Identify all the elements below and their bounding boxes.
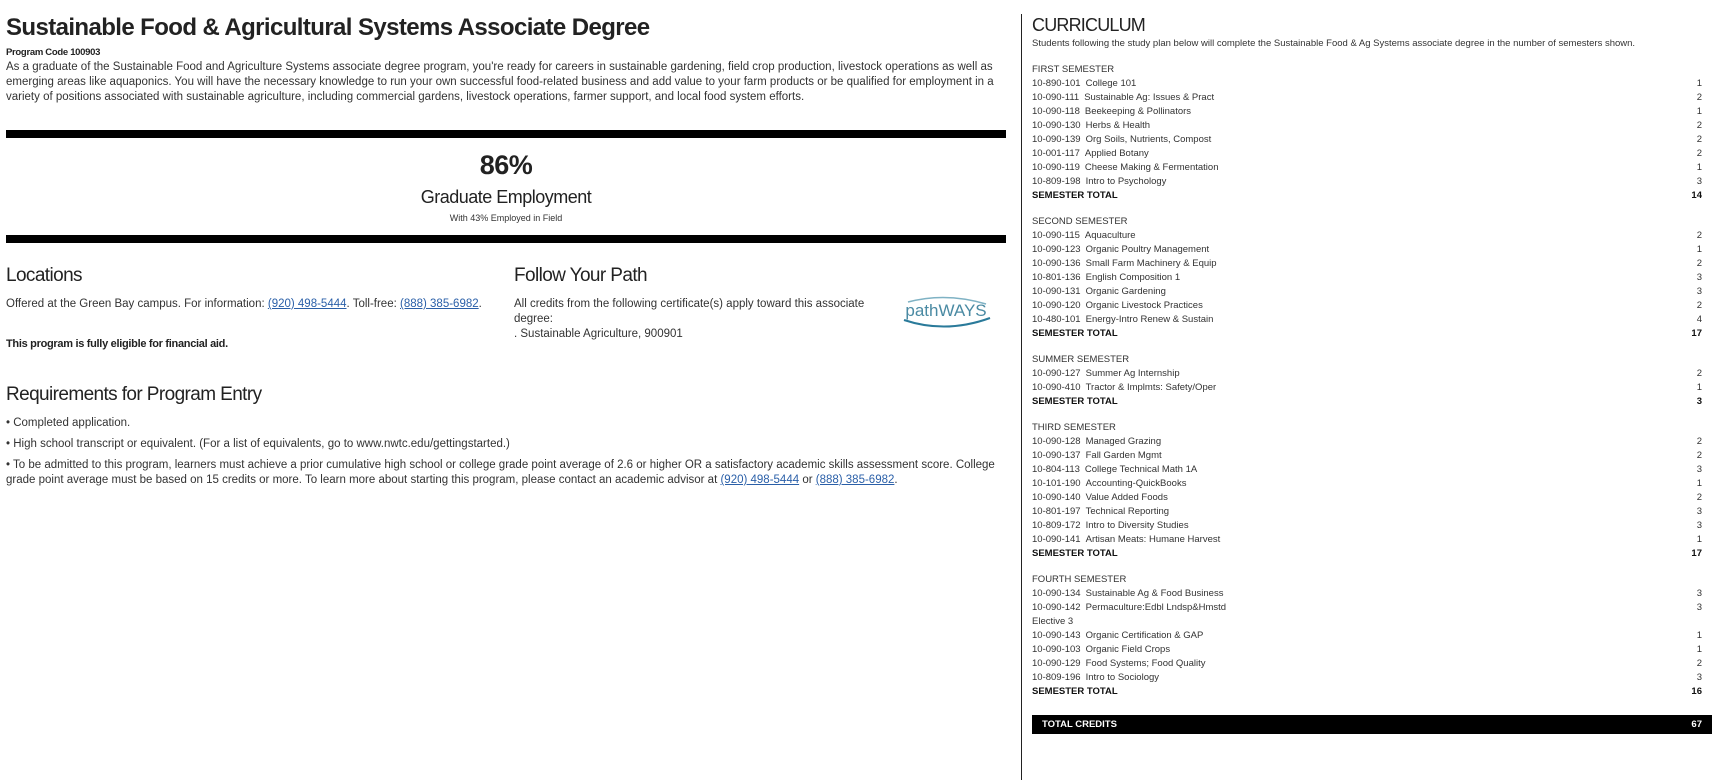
course-code: 10-809-196 (1032, 672, 1081, 683)
course-name (1032, 615, 1073, 629)
course-row (1032, 477, 1712, 491)
course-row (1032, 435, 1712, 449)
course-title: Organic Poultry Management (1085, 244, 1210, 255)
course-name (1032, 519, 1189, 533)
requirement-item: • To be admitted to this program, learners must achieve a prior cumulative high school or college grade point average of 2.6 or higher OR a satisfactory academic skills assessment score. College grade point average must be based on 15 credits or more. To learn more about starting this program, please contact an academic advisor at (920) 498-5444 or (888) 385-6982. (6, 459, 995, 486)
course-code: 10-090-120 (1032, 300, 1081, 311)
course-credits: 2 (1696, 436, 1702, 447)
semester-total-value: 16 (1691, 686, 1702, 697)
course-title: Energy-Intro Renew & Sustain (1085, 314, 1214, 325)
course-code: 10-090-136 (1032, 258, 1081, 269)
course-code: 10-090-103 (1032, 644, 1081, 655)
course-title: Value Added Foods (1085, 492, 1168, 503)
course-row (1032, 463, 1712, 477)
semester-total-row (1032, 395, 1712, 409)
semester-total-label: SEMESTER TOTAL (1032, 548, 1118, 559)
semester-title: SECOND SEMESTER (1032, 216, 1128, 227)
course-title: English Composition 1 (1085, 272, 1181, 283)
course-title: Org Soils, Nutrients, Compost (1085, 134, 1212, 145)
course-credits: 1 (1696, 534, 1702, 545)
divider (6, 235, 1006, 243)
course-code: 10-801-136 (1032, 272, 1081, 283)
employment-sub: With 43% Employed in Field (449, 213, 563, 223)
semester-total-value: 17 (1691, 328, 1702, 339)
course-code: 10-480-101 (1032, 314, 1081, 325)
course-code: 10-101-190 (1032, 478, 1081, 489)
course-credits: 2 (1696, 300, 1702, 311)
course-credits: 3 (1696, 286, 1702, 297)
course-name (1032, 533, 1220, 547)
path-item: . Sustainable Agriculture, 900901 (514, 328, 683, 340)
course-row (1032, 629, 1712, 643)
course-title: Summer Ag Internship (1085, 368, 1180, 379)
course-row (1032, 147, 1712, 161)
course-row (1032, 449, 1712, 463)
semester-title: FOURTH SEMESTER (1032, 574, 1127, 585)
course-credits: 1 (1696, 106, 1702, 117)
course-credits: 2 (1696, 658, 1702, 669)
course-name (1032, 435, 1161, 449)
curriculum-panel (1021, 14, 1712, 780)
course-row (1032, 671, 1712, 685)
course-code: 10-090-141 (1032, 534, 1081, 545)
course-name (1032, 313, 1213, 327)
path-text: All credits from the following certificate(s) apply toward this associate degree: (514, 298, 865, 325)
course-code: 10-890-101 (1032, 78, 1081, 89)
course-credits: 2 (1696, 368, 1702, 379)
course-credits: 1 (1696, 478, 1702, 489)
course-credits: 1 (1696, 630, 1702, 641)
course-title: Artisan Meats: Humane Harvest (1085, 534, 1221, 545)
semester-total-label: SEMESTER TOTAL (1032, 396, 1118, 407)
course-row (1032, 257, 1712, 271)
course-title: Elective 3 (1032, 616, 1074, 627)
course-credits: 3 (1696, 506, 1702, 517)
course-name (1032, 133, 1211, 147)
course-credits: 1 (1696, 382, 1702, 393)
course-title: Permaculture:Edbl Lndsp&Hmstd (1085, 602, 1227, 613)
course-name (1032, 105, 1191, 119)
semester-title: THIRD SEMESTER (1032, 422, 1116, 433)
course-code: 10-001-117 (1032, 148, 1080, 159)
course-credits: 2 (1696, 258, 1702, 269)
course-title: Organic Gardening (1085, 286, 1166, 297)
course-name (1032, 243, 1209, 257)
tollfree-link[interactable]: (888) 385-6982 (400, 298, 479, 310)
page-title: Sustainable Food & Agricultural Systems Associate Degree (6, 14, 650, 41)
course-row (1032, 175, 1712, 189)
course-row (1032, 285, 1712, 299)
course-title: Applied Botany (1084, 148, 1149, 159)
course-name (1032, 77, 1136, 91)
course-row (1032, 367, 1712, 381)
course-row (1032, 505, 1712, 519)
course-name (1032, 175, 1166, 189)
phone-link[interactable]: (920) 498-5444 (267, 298, 347, 310)
course-title: Technical Reporting (1085, 506, 1170, 517)
course-code: 10-809-172 (1032, 520, 1081, 531)
course-code: 10-090-140 (1032, 492, 1081, 503)
course-name (1032, 449, 1162, 463)
course-code: 10-809-198 (1032, 176, 1081, 187)
financial-aid-note: This program is fully eligible for financial aid. (6, 338, 228, 350)
course-row (1032, 519, 1712, 533)
course-name (1032, 505, 1169, 519)
course-code: 10-090-130 (1032, 120, 1081, 131)
course-credits: 2 (1696, 134, 1702, 145)
course-credits: 3 (1696, 588, 1702, 599)
course-name (1032, 271, 1180, 285)
course-row (1032, 601, 1712, 615)
course-row (1032, 229, 1712, 243)
course-row (1032, 299, 1712, 313)
course-credits: 1 (1696, 244, 1702, 255)
locations-heading: Locations (6, 265, 82, 286)
semester-total-row (1032, 189, 1712, 203)
course-title: Small Farm Machinery & Equip (1085, 258, 1217, 269)
locations-text: Offered at the Green Bay campus. For information: (920) 498-5444. Toll-free: (888) 385-6982. (6, 298, 482, 310)
semester-block (1032, 421, 1712, 561)
course-name (1032, 657, 1205, 671)
course-name (1032, 285, 1166, 299)
course-row (1032, 77, 1712, 91)
course-code: 10-090-131 (1032, 286, 1081, 297)
semester-total-value: 3 (1696, 396, 1702, 407)
course-title: Herbs & Health (1085, 120, 1151, 131)
course-title: Cheese Making & Fermentation (1084, 162, 1219, 173)
course-code: 10-090-137 (1032, 450, 1081, 461)
course-name (1032, 629, 1203, 643)
course-row (1032, 91, 1712, 105)
semester-total-label: SEMESTER TOTAL (1032, 328, 1118, 339)
semester-total-value: 14 (1691, 190, 1702, 201)
course-credits: 1 (1696, 78, 1702, 89)
course-code: 10-090-123 (1032, 244, 1081, 255)
course-code: 10-801-197 (1032, 506, 1081, 517)
employment-label: Graduate Employment (420, 187, 592, 207)
course-code: 10-090-118 (1032, 106, 1080, 117)
course-name (1032, 463, 1197, 477)
course-code: 10-090-142 (1032, 602, 1081, 613)
course-name (1032, 119, 1150, 133)
course-row (1032, 381, 1712, 395)
course-code: 10-090-127 (1032, 368, 1081, 379)
course-credits: 2 (1696, 230, 1702, 241)
course-credits: 3 (1696, 272, 1702, 283)
course-credits: 3 (1696, 464, 1702, 475)
course-code: 10-090-111 (1032, 92, 1080, 103)
curriculum-title: CURRICULUM (1032, 15, 1145, 35)
course-row (1032, 533, 1712, 547)
semester-total-label: SEMESTER TOTAL (1032, 190, 1118, 201)
course-name (1032, 601, 1226, 615)
employment-percent: 86% (479, 150, 533, 180)
total-credits-bar (1032, 715, 1712, 734)
course-credits: 3 (1696, 176, 1702, 187)
course-credits (1702, 615, 1712, 629)
course-code: 10-090-410 (1032, 382, 1081, 393)
course-row (1032, 643, 1712, 657)
course-name (1032, 229, 1136, 243)
divider (6, 130, 1006, 138)
requirements-heading: Requirements for Program Entry (6, 384, 262, 405)
course-credits: 3 (1696, 672, 1702, 683)
course-row (1032, 133, 1712, 147)
semester-total-label: SEMESTER TOTAL (1032, 686, 1118, 697)
course-title: Intro to Psychology (1085, 176, 1167, 187)
total-credits-value: 67 (1691, 719, 1702, 730)
course-title: Sustainable Ag: Issues & Pract (1084, 92, 1215, 103)
course-credits: 1 (1696, 644, 1702, 655)
semester-title: FIRST SEMESTER (1032, 64, 1115, 75)
semester-block (1032, 215, 1712, 341)
course-name (1032, 671, 1159, 685)
course-title: Sustainable Ag & Food Business (1085, 588, 1224, 599)
course-title: Tractor & Implmts: Safety/Oper (1085, 382, 1217, 393)
course-credits: 2 (1696, 148, 1702, 159)
course-title: Fall Garden Mgmt (1085, 450, 1162, 461)
semester-block (1032, 353, 1712, 409)
advisor-tollfree-link[interactable]: (888) 385-6982 (815, 474, 895, 486)
requirement-item: • High school transcript or equivalent. (For a list of equivalents, go to www.nwtc.edu/gettingstarted.) (6, 438, 510, 450)
course-title: Beekeeping & Pollinators (1084, 106, 1192, 117)
curriculum-description: Students following the study plan below will complete the Sustainable Food & Ag Systems associate degree in the number of semesters shown. (1032, 38, 1636, 49)
course-name (1032, 161, 1218, 175)
course-row (1032, 587, 1712, 601)
course-credits: 3 (1696, 602, 1702, 613)
course-title: College 101 (1085, 78, 1137, 89)
semester-total-row (1032, 547, 1712, 561)
course-title: Intro to Sociology (1085, 672, 1160, 683)
course-credits: 4 (1696, 314, 1702, 325)
course-name (1032, 367, 1180, 381)
course-credits: 3 (1696, 520, 1702, 531)
course-code: 10-804-113 (1032, 464, 1080, 475)
course-code: 10-090-129 (1032, 658, 1081, 669)
course-code: 10-090-128 (1032, 436, 1081, 447)
course-row (1032, 313, 1712, 327)
pathways-logo (898, 294, 994, 330)
course-code: 10-090-115 (1032, 230, 1080, 241)
course-credits: 2 (1696, 450, 1702, 461)
course-row (1032, 491, 1712, 505)
course-row (1032, 105, 1712, 119)
course-name (1032, 587, 1223, 601)
course-row (1032, 271, 1712, 285)
course-title: Intro to Diversity Studies (1085, 520, 1189, 531)
pathways-logo-text: pathWAYS (905, 301, 987, 320)
course-name (1032, 491, 1168, 505)
course-title: Food Systems; Food Quality (1085, 658, 1206, 669)
course-title: Accounting-QuickBooks (1085, 478, 1187, 489)
course-code: 10-090-134 (1032, 588, 1081, 599)
course-credits: 1 (1696, 162, 1702, 173)
course-code: 10-090-119 (1032, 162, 1080, 173)
course-code: 10-090-139 (1032, 134, 1081, 145)
course-title: Aquaculture (1084, 230, 1136, 241)
course-title: Organic Field Crops (1085, 644, 1171, 655)
course-row (1032, 615, 1712, 629)
course-row (1032, 243, 1712, 257)
path-heading: Follow Your Path (514, 265, 647, 286)
course-row (1032, 657, 1712, 671)
requirement-item: • Completed application. (6, 417, 131, 429)
course-name (1032, 91, 1214, 105)
advisor-phone-link[interactable]: (920) 498-5444 (720, 474, 800, 486)
semester-block (1032, 573, 1712, 699)
program-code: Program Code 100903 (6, 47, 101, 58)
course-row (1032, 161, 1712, 175)
course-credits: 2 (1696, 92, 1702, 103)
semester-total-value: 17 (1691, 548, 1702, 559)
course-credits: 2 (1696, 492, 1702, 503)
semester-list (1032, 63, 1712, 699)
course-name (1032, 381, 1216, 395)
course-name (1032, 477, 1186, 491)
semester-total-row (1032, 685, 1712, 699)
total-credits-label: TOTAL CREDITS (1042, 719, 1117, 730)
program-intro: As a graduate of the Sustainable Food and Agriculture Systems associate degree program, you're ready for careers in sustainable gardening, field crop production, livestock operations as well as emerging areas like aquaponics. You will have the necessary knowledge to run your own successful food-related business and add value to your farm products or be qualified for employment in a variety of positions associated with sustainable agriculture, including commercial gardens, livestock operations, farmer support, and local food system efforts. (6, 61, 994, 103)
course-title: Managed Grazing (1085, 436, 1162, 447)
course-title: Organic Livestock Practices (1085, 300, 1203, 311)
course-title: Organic Certification & GAP (1085, 630, 1204, 641)
semester-block (1032, 63, 1712, 203)
semester-total-row (1032, 327, 1712, 341)
course-title: College Technical Math 1A (1084, 464, 1198, 475)
course-credits: 2 (1696, 120, 1702, 131)
course-name (1032, 257, 1217, 271)
course-row (1032, 119, 1712, 133)
course-name (1032, 643, 1170, 657)
course-name (1032, 147, 1149, 161)
course-name (1032, 299, 1203, 313)
semester-title: SUMMER SEMESTER (1032, 354, 1130, 365)
course-code: 10-090-143 (1032, 630, 1081, 641)
